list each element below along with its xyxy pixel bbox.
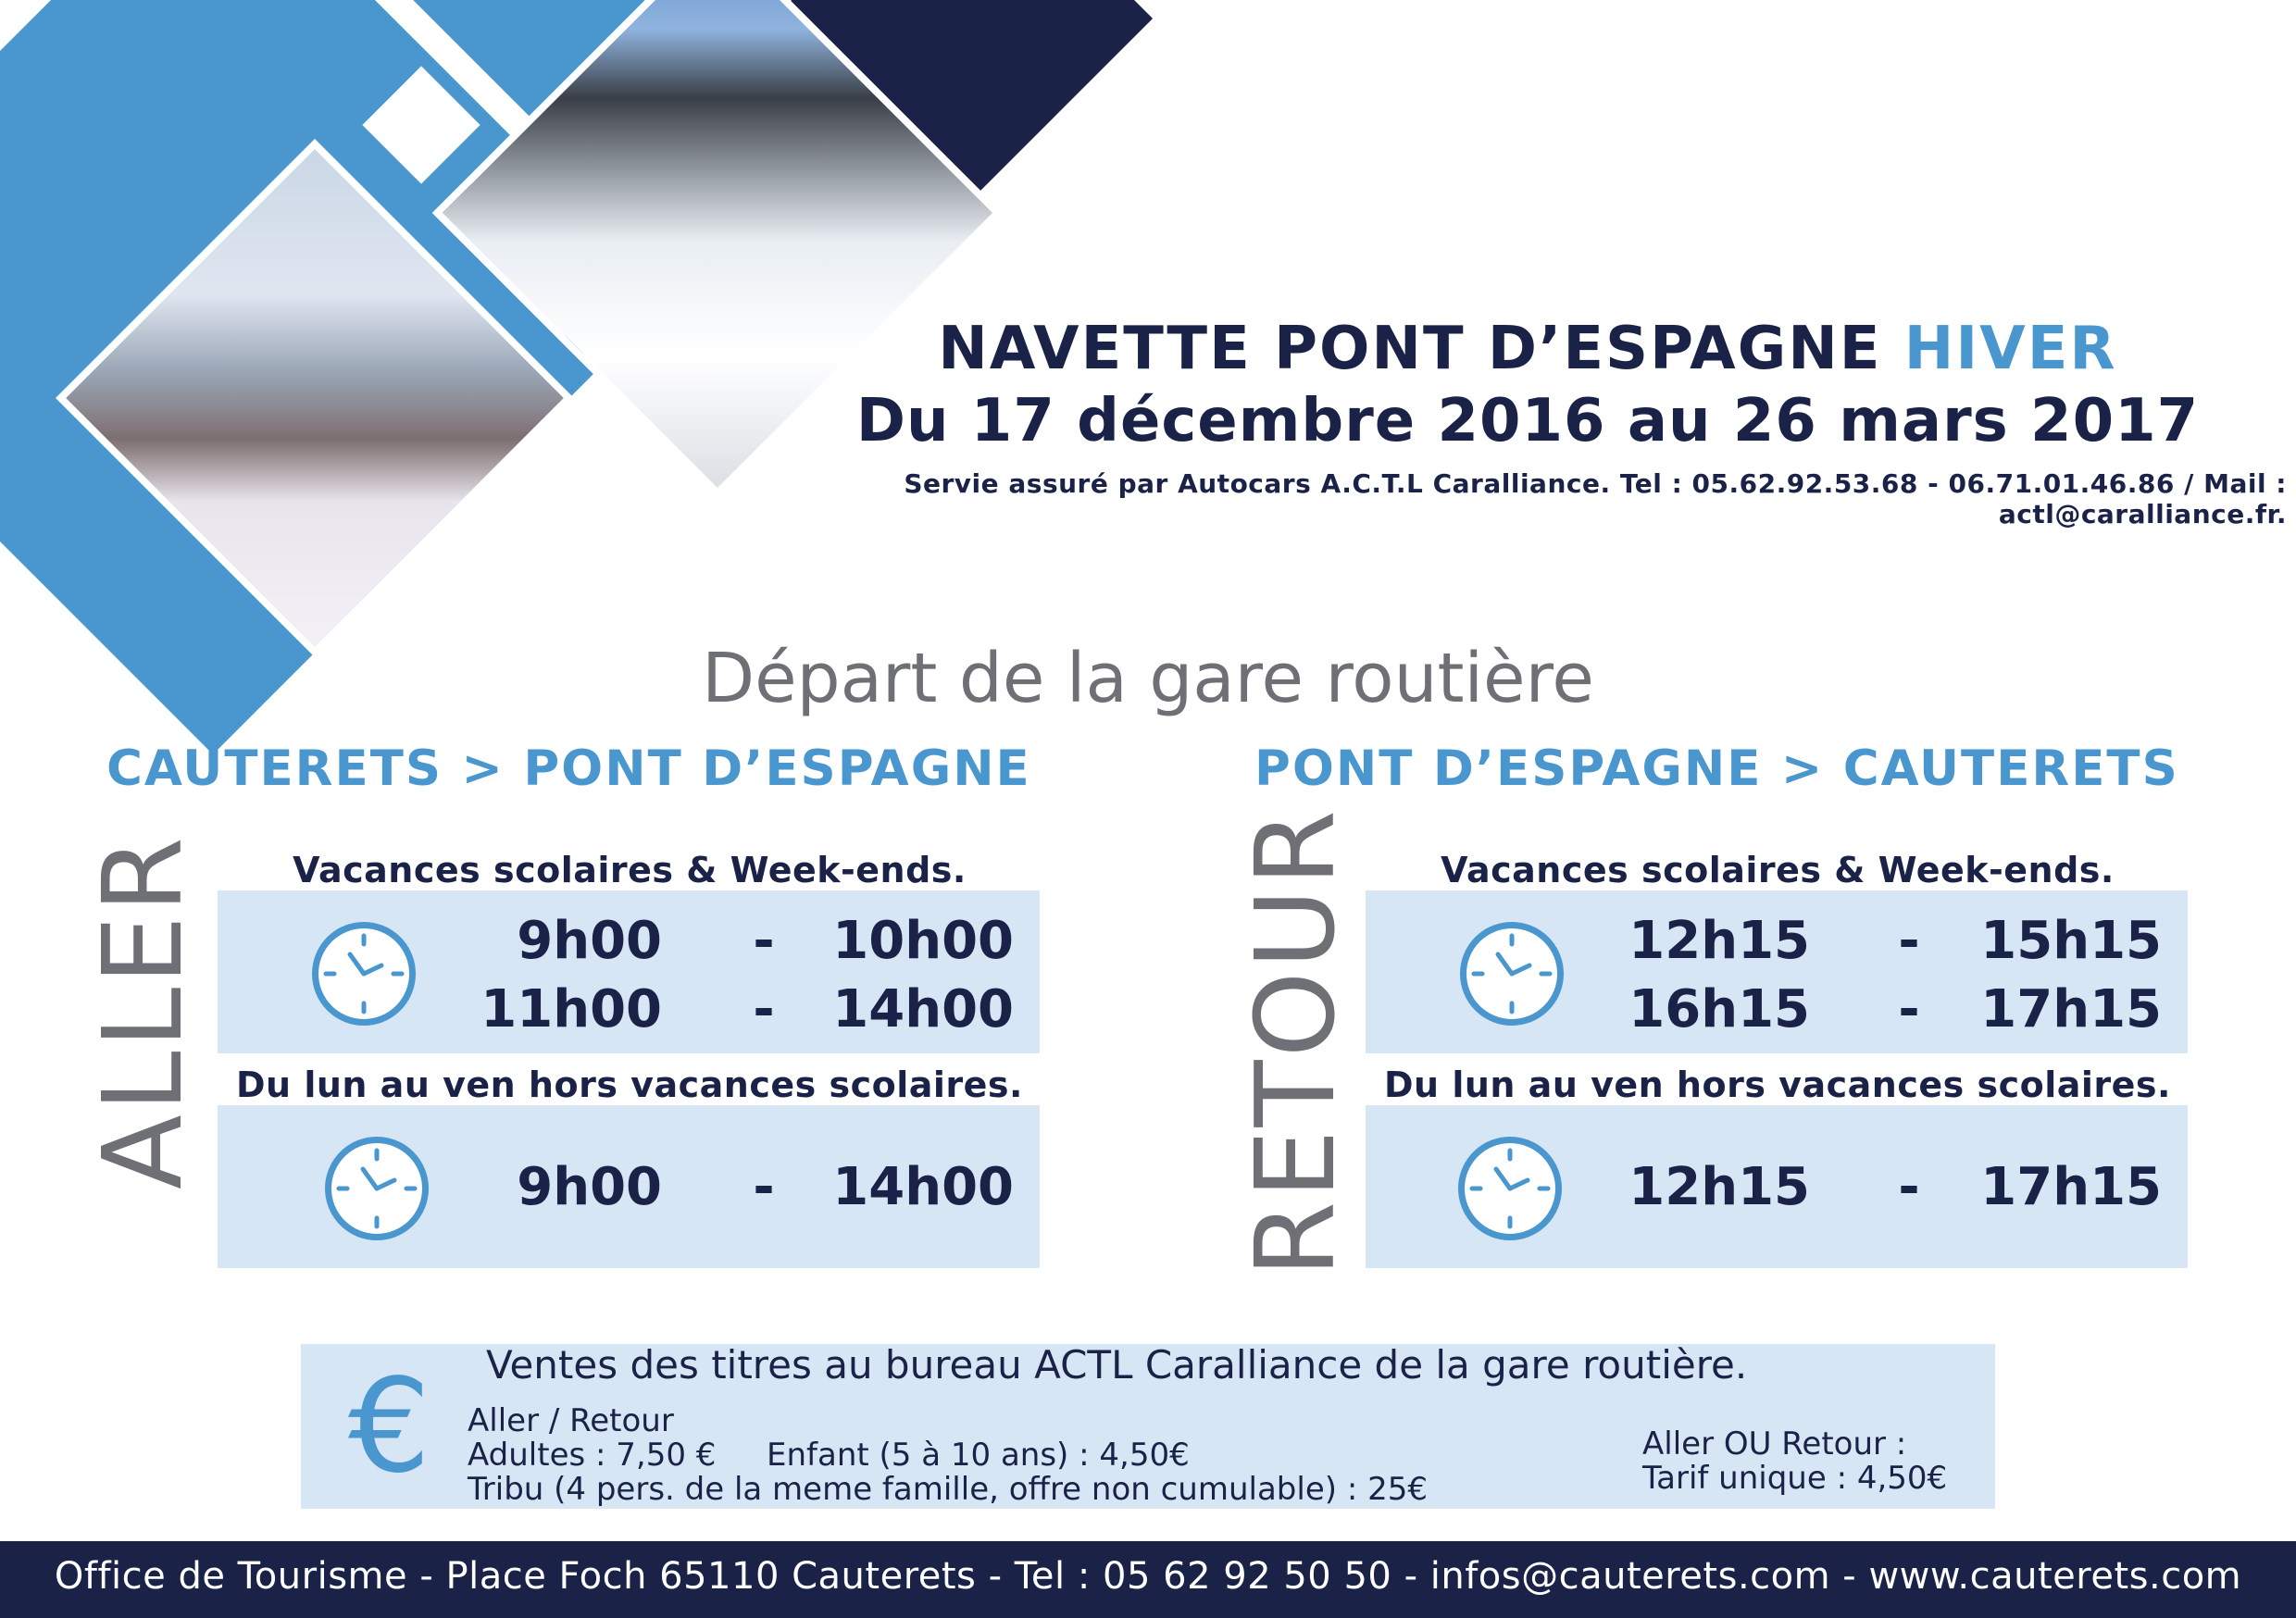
- clock-icon: [1458, 1137, 1562, 1240]
- time-from: 9h00: [517, 911, 662, 971]
- clock-icon: [1460, 922, 1564, 1026]
- page-title: NAVETTE PONT D’ESPAGNE HIVER: [938, 315, 2117, 383]
- time-to: 10h00: [832, 911, 1014, 971]
- footer-contact: Office de Tourisme - Place Foch 65110 Cauterets - Tel : 05 62 92 50 50 - infos@cauterets.com - www.cauterets.com: [54, 1555, 2242, 1598]
- single-trip-label: Aller OU Retour :: [1642, 1425, 1907, 1462]
- title-accent: HIVER: [1903, 315, 2117, 383]
- time-separator: -: [753, 979, 775, 1039]
- tribu-price: Tribu (4 pers. de la meme famille, offre non cumulable) : 25€: [468, 1471, 1428, 1508]
- euro-icon: €: [348, 1351, 431, 1502]
- time-to: 17h15: [1980, 1157, 2162, 1217]
- pricing-title: Ventes des titres au bureau ACTL Caralliance de la gare routière.: [486, 1342, 1748, 1388]
- adult-price: Adultes : 7,50 €: [468, 1437, 717, 1474]
- retour-weekday-panel: [1366, 1105, 2188, 1268]
- time-from: 12h15: [1628, 911, 1810, 971]
- time-separator: -: [753, 1157, 775, 1217]
- time-from: 16h15: [1628, 979, 1810, 1039]
- time-separator: -: [1898, 911, 1920, 971]
- time-to: 17h15: [1980, 979, 2162, 1039]
- clock-icon: [312, 922, 416, 1026]
- route-aller: CAUTERETS > PONT D’ESPAGNE: [106, 741, 1031, 797]
- time-separator: -: [753, 911, 775, 971]
- aller-vertical-label: ALLER: [79, 834, 206, 1189]
- aller-retour-label: Aller / Retour: [468, 1402, 674, 1439]
- single-trip-price: Tarif unique : 4,50€: [1642, 1460, 1948, 1497]
- route-retour: PONT D’ESPAGNE > CAUTERETS: [1254, 741, 2179, 797]
- retour-vertical-label: RETOUR: [1231, 807, 1359, 1277]
- service-info: Servie assuré par Autocars A.C.T.L Caralliance. Tel : 05.62.92.53.68 - 06.71.01.46.86 / Mail : actl@caralliance.fr.: [904, 468, 2287, 529]
- aller-weekday-panel: [218, 1105, 1040, 1268]
- time-separator: -: [1898, 979, 1920, 1039]
- time-separator: -: [1898, 1157, 1920, 1217]
- departure-heading: Départ de la gare routière: [702, 639, 1594, 718]
- retour-weekday-caption: Du lun au ven hors vacances scolaires.: [1384, 1064, 2171, 1105]
- child-price: Enfant (5 à 10 ans) : 4,50€: [767, 1437, 1190, 1474]
- time-to: 14h00: [832, 979, 1014, 1039]
- time-from: 9h00: [517, 1157, 662, 1217]
- clock-icon: [325, 1137, 429, 1240]
- retour-weekend-caption: Vacances scolaires & Week-ends.: [1441, 850, 2115, 890]
- time-from: 11h00: [480, 979, 662, 1039]
- aller-weekend-panel: [218, 890, 1040, 1053]
- aller-weekday-caption: Du lun au ven hors vacances scolaires.: [236, 1064, 1023, 1105]
- time-to: 15h15: [1980, 911, 2162, 971]
- date-range: Du 17 décembre 2016 au 26 mars 2017: [855, 387, 2200, 455]
- time-from: 12h15: [1628, 1157, 1810, 1217]
- aller-weekend-caption: Vacances scolaires & Week-ends.: [293, 850, 967, 890]
- time-to: 14h00: [832, 1157, 1014, 1217]
- retour-weekend-panel: [1366, 890, 2188, 1053]
